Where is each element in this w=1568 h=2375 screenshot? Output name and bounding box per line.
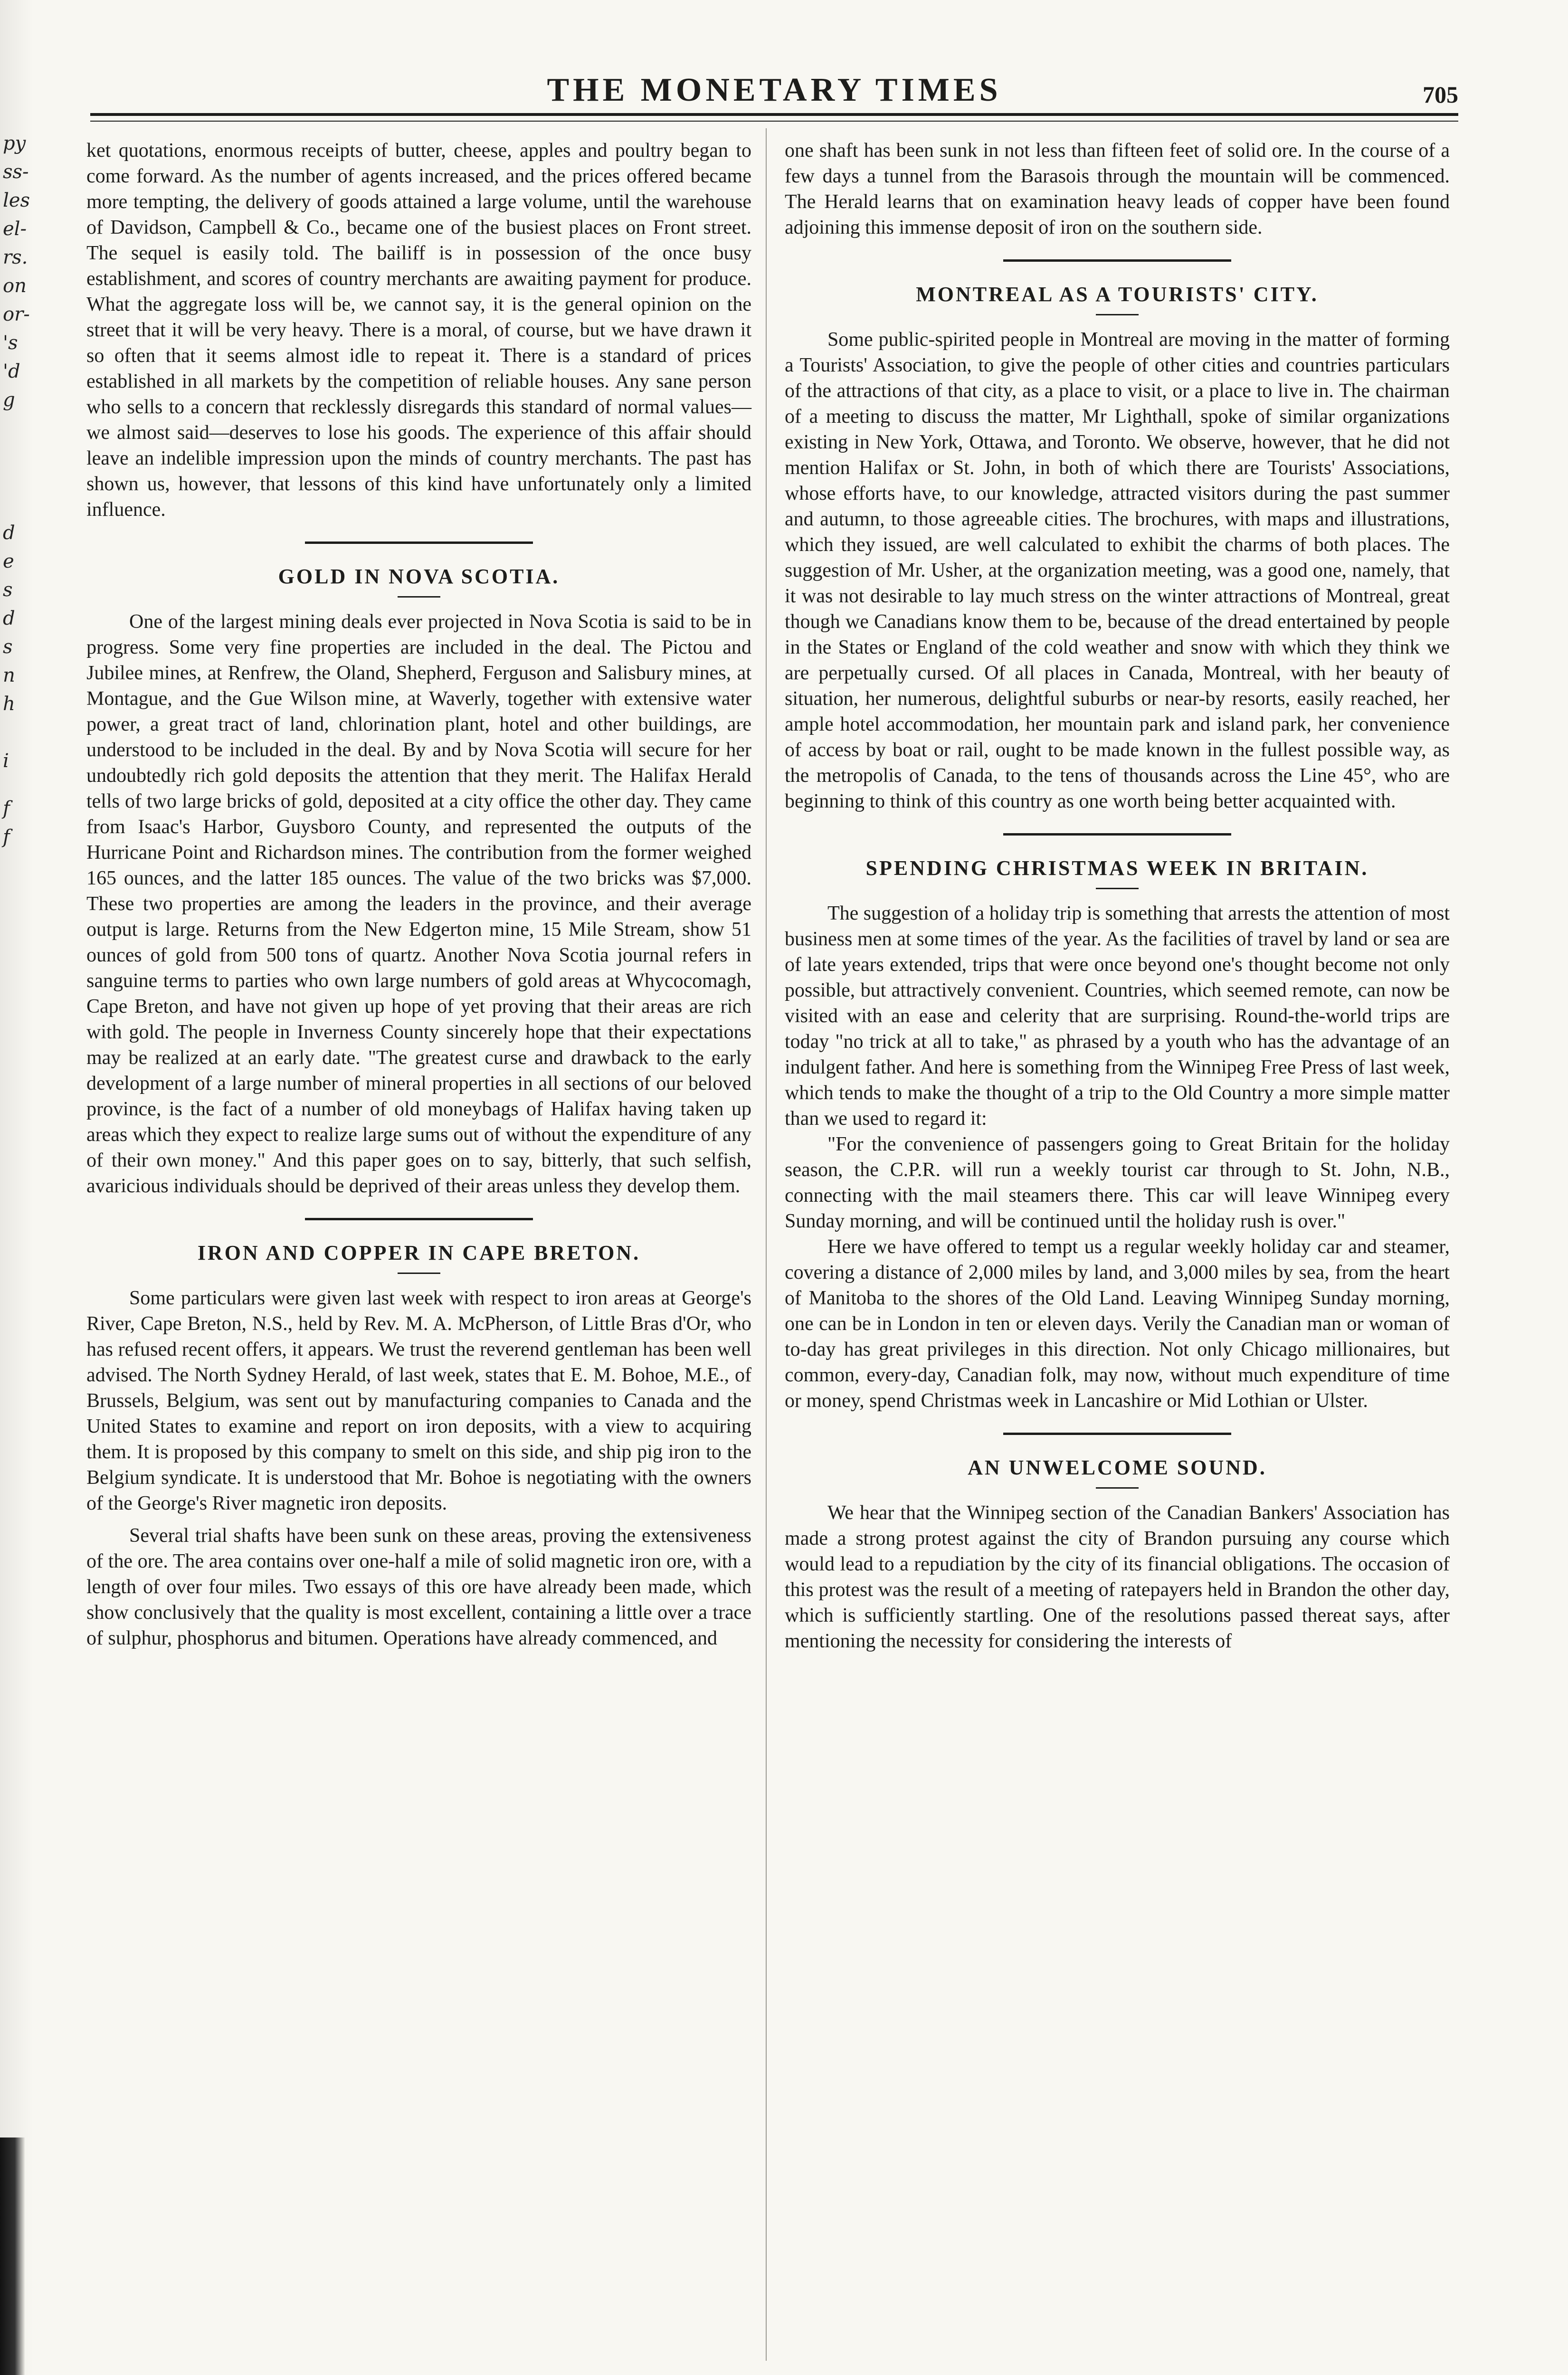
header-rule <box>90 113 1458 122</box>
page-number: 705 <box>1423 81 1458 108</box>
left-column <box>86 138 751 1651</box>
gutter-fragment: s <box>3 636 13 658</box>
gutter-fragment: h <box>3 693 15 715</box>
gutter-fragment: d <box>3 522 15 544</box>
christmas-paragraph-3: Here we have offered to tempt us a regular weekly holiday car and steamer, covering a distance of 2,000 miles by land, and 3,000 miles by sea, from the heart of Manitoba to the shores of the Old Land. Leaving Winnipeg Sunday morning, one can be in London in ten or eleven days. Verily the Canadian man or woman of to-day has great privileges in this direction. Not only Chicago millionaires, but common, every-day, Canadian folk, may now, without much expenditure of time or money, spend Christmas week in Lancashire or Mid Lothian or Ulster. <box>785 1236 1450 1412</box>
gutter-fragment: s <box>3 579 13 601</box>
section-rule <box>305 1218 533 1220</box>
iron-paragraph-2: Several trial shafts have been sunk on these areas, proving the extensiveness of the ore. The area contains over one-half a mile of solid magnetic iron ore, with a length of over four miles. Two essays of this ore have already been made, which show conclusively that the quality is most excellent, containing a little over a trace of sulphur, phosphorus and bitumen. Operations have already commenced, and <box>86 1525 751 1649</box>
section-rule <box>1003 1433 1231 1435</box>
gutter-fragment: e <box>3 551 14 572</box>
article-continuation: one shaft has been sunk in not less than fifteen feet of solid ore. In the course of a few days a tunnel from the Barasois through the mountain will be commenced. The Herald learns that on examination heavy leads of copper have been found adjoining this immense deposit of iron on the southern side. <box>785 140 1450 238</box>
montreal-paragraph: Some public-spirited people in Montreal are moving in the matter of forming a Tourists' Association, to give the people of other cities and countries particulars of the attractions of that city, as a place to visit, or a place to live in. The chairman of a meeting to discuss the matter, Mr Lighthall, spoke of similar organizations existing in New York, Ottawa, and Toronto. We observe, however, that he did not mention Halifax or St. John, in both of which there are Tourists' Associations, whose efforts have, to our knowledge, attracted visitors during the past summer and autumn, to those agreeable cities. The brochures, with maps and illustrations, which they issued, are well calculated to exhibit the charms of both places. The suggestion of Mr. Usher, at the organization meeting, was a good one, namely, that it was not desirable to lay much stress on the winter attractions of Montreal, great though we Canadians know them to be, because of the dread entertained by people in the States or England of the cold weather and snow with which they think we are perpetually cursed. Of all places in Canada, Montreal, with her beauty of situation, her numerous, delightful suburbs or near-by resorts, easily reached, her ample hotel accommodation, her mountain park and island park, her convenience of access by boat or rail, ought to be made known in the fullest possible way, as the metropolis of Canada, to the tens of thousands across the Line 45°, who are beginning to think of this country as one worth being better acquainted with. <box>785 329 1450 812</box>
christmas-paragraph-2: "For the convenience of passengers going to Great Britain for the holiday season, the C.P.R. will run a weekly tourist car through to St. John, N.B., connecting with the mail steamers there. This car will leave Winnipeg every Sunday morning, and will be continued until the holiday rush is over." <box>785 1133 1450 1232</box>
gutter-fragment: f <box>3 798 10 819</box>
iron-heading: IRON AND COPPER IN CAPE BRETON. <box>197 1241 641 1264</box>
gutter-fragment: or- <box>3 304 30 325</box>
unwelcome-heading: AN UNWELCOME SOUND. <box>968 1456 1267 1479</box>
journal-title: THE MONETARY TIMES <box>547 72 1002 108</box>
section-rule <box>305 542 533 544</box>
gutter-fragment: 'd <box>3 361 20 382</box>
gutter-fragment: i <box>3 750 9 772</box>
gutter-fragment: les <box>3 190 30 211</box>
heading-rule <box>398 1273 440 1274</box>
christmas-heading: SPENDING CHRISTMAS WEEK IN BRITAIN. <box>865 856 1369 880</box>
section-rule <box>1003 833 1231 836</box>
montreal-heading: MONTREAL AS A TOURISTS' CITY. <box>916 283 1319 306</box>
gutter-fragment: on <box>3 275 27 297</box>
unwelcome-paragraph: We hear that the Winnipeg section of the Canadian Bankers' Association has made a strong protest against the city of Brandon pursuing any course which would lead to a repudiation by the city of its financial obligations. The occasion of this protest was the result of a meeting of ratepayers held in Brandon the other day, which is sufficiently startling. One of the resolutions passed thereat says, after mentioning the necessity for considering the interests of <box>785 1502 1450 1652</box>
gutter-fragment: py <box>3 133 26 154</box>
heading-rule <box>1096 888 1139 889</box>
binding-shadow <box>0 2138 25 2375</box>
binding-gutter <box>0 0 33 2375</box>
gutter-fragment: n <box>3 665 15 686</box>
right-column <box>785 138 1450 1654</box>
christmas-paragraph-1: The suggestion of a holiday trip is something that arrests the attention of most business men at some times of the year. As the facilities of travel by land or sea are of late years extended, trips that were once beyond one's thought become not only possible, but attractively convenient. Countries, which seemed remote, can now be visited with an ease and celerity that are surprising. Round-the-world trips are today "no trick at all to take," as phrased by a youth who has the advantage of an indulgent father. And here is something from the Winnipeg Free Press of last week, which tends to make the thought of a trip to the Old Country a more simple matter than we used to regard it: <box>785 902 1450 1130</box>
gutter-fragment: d <box>3 608 15 629</box>
gutter-fragment: f <box>3 826 10 848</box>
iron-paragraph-1: Some particulars were given last week with respect to iron areas at George's River, Cape Breton, N.S., held by Rev. M. A. McPherson, of Little Bras d'Or, who has refused recent offers, it appears. We trust the reverend gentleman has been well advised. The North Sydney Herald, of last week, states that E. M. Bohoe, M.E., of Brussels, Belgium, was sent out by manufacturing companies to Canada and the United States to examine and report on iron deposits, with a view to acquiring them. It is proposed by this company to smelt on this side, and ship pig iron to the Belgium syndicate. It is understood that Mr. Bohoe is negotiating with the owners of the George's River magnetic iron deposits. <box>86 1287 751 1514</box>
gutter-fragment: rs. <box>3 247 28 268</box>
gold-heading: GOLD IN NOVA SCOTIA. <box>278 565 560 588</box>
heading-rule <box>1096 1487 1139 1489</box>
column-divider <box>766 128 767 2361</box>
gutter-fragment: el- <box>3 218 27 240</box>
gutter-fragment: g <box>3 389 15 411</box>
gutter-fragment: ss- <box>3 161 29 183</box>
masthead <box>90 71 1458 119</box>
article-continuation: ket quotations, enormous receipts of butter, cheese, apples and poultry began to come forward. As the number of agents increased, and the prices offered became more tempting, the delivery of goods attained a large volume, until the warehouse of Davidson, Campbell & Co., became one of the busiest places on Front street. The sequel is easily told. The bailiff is in possession of the once busy establishment, and scores of country merchants are awaiting payment for produce. What the aggregate loss will be, we cannot say, it is the general opinion on the street that it will be very heavy. There is a moral, of course, but we have drawn it so often that it seems almost idle to repeat it. There is a standard of prices established in all markets by the competition of reliable houses. Any sane person who sells to a concern that recklessly disregards this standard of normal values—we almost said—deserves to lose his goods. The experience of this affair should leave an indelible impression upon the minds of country merchants. The past has shown us, however, that lessons of this kind have unfortunately only a limited influence. <box>86 140 751 521</box>
gold-paragraph: One of the largest mining deals ever projected in Nova Scotia is said to be in progress. Some very fine properties are included in the deal. The Pictou and Jubilee mines, at Renfrew, the Oland, Shepherd, Ferguson and Salisbury mines, at Montague, and the Gue Wilson mine, at Waverly, together with extensive water power, a great tract of land, chlorination plant, hotel and other buildings, are understood to be included in the deal. By and by Nova Scotia will secure for her undoubtedly rich gold deposits the attention that they merit. The Halifax Herald tells of two large bricks of gold, deposited at a city office the other day. They came from Isaac's Harbor, Guysboro County, and represented the outputs of the Hurricane Point and Richardson mines. The contribution from the former weighed 165 ounces, and the latter 185 ounces. The value of the two bricks was $7,000. These two properties are among the leaders in the province, and their average output is large. Returns from the New Edgerton mine, 15 Mile Stream, show 51 ounces of gold from 500 tons of quartz. Another Nova Scotia journal refers in sanguine terms to parties who own large numbers of gold areas at Whycocomagh, Cape Breton, and have not given up hope of yet proving that their areas are rich with gold. The people in Inverness County sincerely hope that their expectations may be realized at an early date. "The greatest curse and drawback to the early development of a large number of mineral properties in all sections of our beloved province, is the fact of a number of old moneybags of Halifax having taken up areas which they expect to realize large sums out of without the expenditure of any of their own money." And this paper goes on to say, bitterly, that such selfish, avaricious individuals should be deprived of their areas unless they develop them. <box>86 611 751 1197</box>
heading-rule <box>1096 314 1139 315</box>
heading-rule <box>398 596 440 598</box>
section-rule <box>1003 259 1231 262</box>
gutter-fragment: 's <box>3 332 18 354</box>
